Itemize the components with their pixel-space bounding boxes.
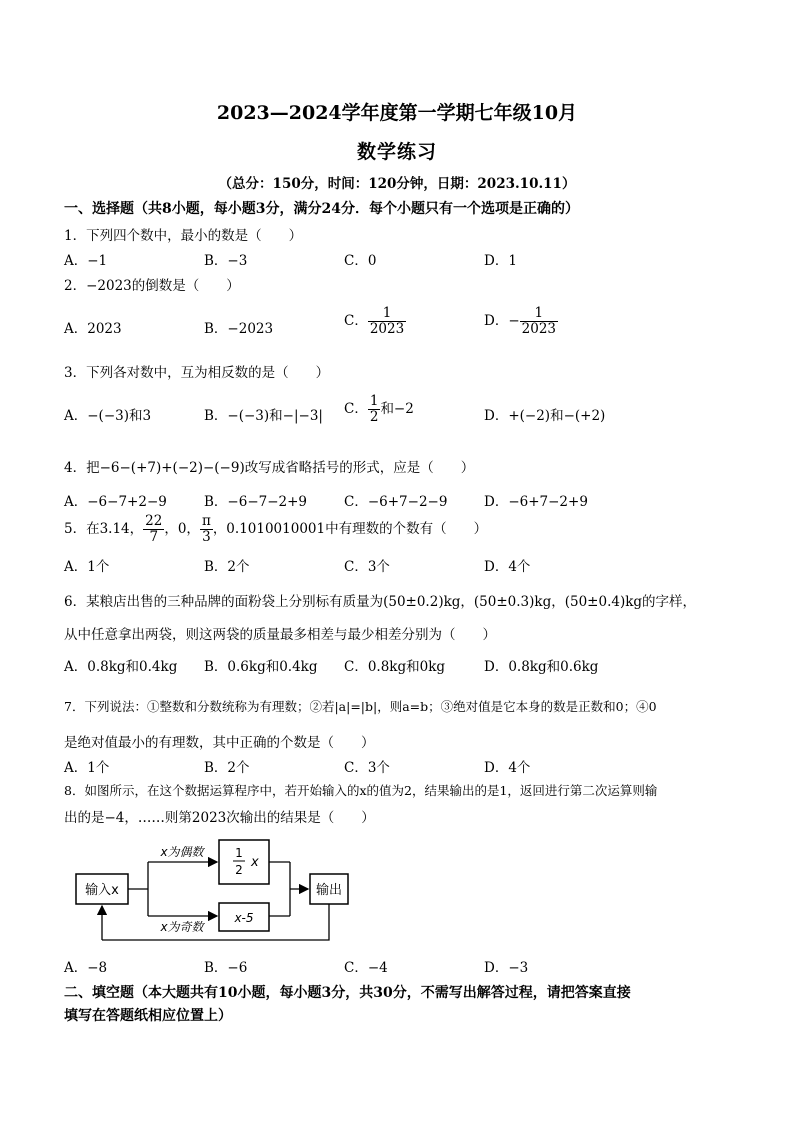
question-8-options	[64, 956, 744, 978]
option-a: A．0.8kg和0.4kg	[64, 659, 178, 675]
option-label: C．	[344, 400, 368, 417]
option-a: A．−1	[64, 253, 108, 269]
odd-label: x为奇数	[160, 920, 204, 934]
question-8-line1: 8．如图所示，在这个数据运算程序中，若开始输入的x的值为2，结果输出的是1，返回进行第二次运算则输	[64, 783, 658, 798]
option-label: C．	[344, 312, 368, 329]
question-3-options	[64, 394, 744, 434]
numerator: 1	[520, 306, 558, 322]
denominator: 7	[149, 528, 159, 545]
option-c: C．0	[344, 253, 377, 269]
question-5-mid: ，0，	[164, 520, 200, 537]
option-d: D．−3	[484, 960, 529, 976]
fraction-22-7	[143, 514, 164, 545]
option-tail: 和−2	[380, 400, 414, 417]
section2-heading-line1: 二、填空题（本大题共有10小题，每小题3分，共30分，不需写出解答过程，请把答案直接	[64, 985, 631, 1001]
option-c	[344, 306, 406, 337]
question-3: 3．下列各对数中，互为相反数的是（ ）	[64, 365, 330, 381]
return-path	[102, 904, 329, 940]
numerator: 1	[369, 393, 379, 409]
option-d: D．−6+7−2+9	[484, 494, 588, 510]
denominator: 2023	[521, 320, 556, 337]
even-label: x为偶数	[160, 845, 204, 859]
option-label: D．−	[484, 312, 520, 329]
output-label: 输出	[315, 883, 343, 898]
option-b: B．2个	[204, 559, 250, 575]
question-6-line2: 从中任意拿出两袋，则这两袋的质量最多相差与最少相差分别为（ ）	[64, 627, 496, 643]
option-c: C．0.8kg和0kg	[344, 659, 446, 675]
option-b: B．0.6kg和0.4kg	[204, 659, 318, 675]
question-4-options	[64, 490, 744, 512]
option-a: A．1个	[64, 559, 110, 575]
question-2-options	[64, 306, 744, 346]
option-b: B．−3	[204, 253, 248, 269]
input-label: 输入x	[85, 883, 119, 898]
denominator: 3	[202, 528, 211, 545]
option-a: A．−8	[64, 960, 108, 976]
option-d: D．0.8kg和0.6kg	[484, 659, 599, 675]
exam-info: （总分：150分，时间：120分钟，日期：2023.10.11）	[218, 176, 576, 192]
option-b: B．−2023	[204, 321, 274, 337]
numerator: 22	[145, 513, 163, 529]
numerator: 1	[368, 306, 406, 322]
question-2: 2．−2023的倒数是（ ）	[64, 278, 240, 294]
fraction	[520, 306, 558, 337]
exam-subtitle: 数学练习	[356, 141, 437, 163]
question-5-pre: 5．在3.14，	[64, 520, 144, 537]
half-variable: x	[251, 855, 259, 870]
question-1-options	[64, 249, 744, 271]
option-b: B．−6	[204, 960, 248, 976]
option-c: C．−6+7−2−9	[344, 494, 448, 510]
half-numerator: 1	[235, 846, 243, 860]
option-d: D．4个	[484, 559, 531, 575]
question-8-line2: 出的是−4，……则第2023次输出的结果是（ ）	[64, 810, 375, 826]
fraction-pi-3	[200, 514, 213, 545]
option-a: A．2023	[64, 321, 122, 337]
question-7-line2: 是绝对值最小的有理数，其中正确的个数是（ ）	[64, 735, 375, 751]
section2-heading-line2: 填写在答题纸相应位置上）	[64, 1008, 232, 1024]
half-denominator: 2	[235, 863, 243, 877]
question-7-line1: 7．下列说法：①整数和分数统称为有理数；②若|a|=|b|，则a=b；③绝对值是它本身的数是正数和0；④0	[64, 699, 657, 714]
flowchart	[70, 834, 360, 946]
question-5-post: ，0.1010010001中有理数的个数有（ ）	[212, 520, 488, 537]
option-c: C．3个	[344, 559, 390, 575]
minus-label: x-5	[234, 911, 254, 925]
question-6-line1: 6．某粮店出售的三种品牌的面粉袋上分别标有质量为(50±0.2)kg，(50±0.3)kg，(50±0.4)kg的字样，	[64, 594, 697, 610]
option-d: D．1	[484, 253, 517, 269]
question-1: 1．下列四个数中，最小的数是（ ）	[64, 228, 303, 244]
option-b: B．−(−3)和−|−3|	[204, 408, 323, 424]
question-5-options	[64, 555, 744, 577]
option-d: D．+(−2)和−(+2)	[484, 408, 606, 424]
option-b: B．2个	[204, 760, 250, 776]
option-c: C．−4	[344, 960, 388, 976]
exam-title: 2023—2024学年度第一学期七年级10月	[216, 102, 578, 124]
fraction	[368, 306, 406, 337]
option-a: A．−(−3)和3	[64, 408, 152, 424]
fraction	[368, 394, 381, 425]
option-c	[344, 394, 414, 425]
option-d: D．4个	[484, 760, 531, 776]
option-a: A．−6−7+2−9	[64, 494, 167, 510]
question-7-options	[64, 756, 744, 778]
denominator: 2023	[369, 320, 405, 337]
denominator: 2	[369, 408, 379, 425]
question-4: 4．把−6−(+7)+(−2)−(−9)改写成省略括号的形式，应是（ ）	[64, 460, 475, 476]
section1-heading: 一、选择题（共8小题，每小题3分，满分24分．每个小题只有一个选项是正确的）	[64, 201, 579, 217]
question-6-options	[64, 655, 744, 677]
question-5	[64, 514, 487, 545]
option-a: A．1个	[64, 760, 110, 776]
half-box	[219, 840, 269, 884]
option-d	[484, 306, 558, 337]
option-b: B．−6−7−2+9	[204, 494, 308, 510]
option-c: C．3个	[344, 760, 390, 776]
numerator: π	[201, 513, 211, 529]
